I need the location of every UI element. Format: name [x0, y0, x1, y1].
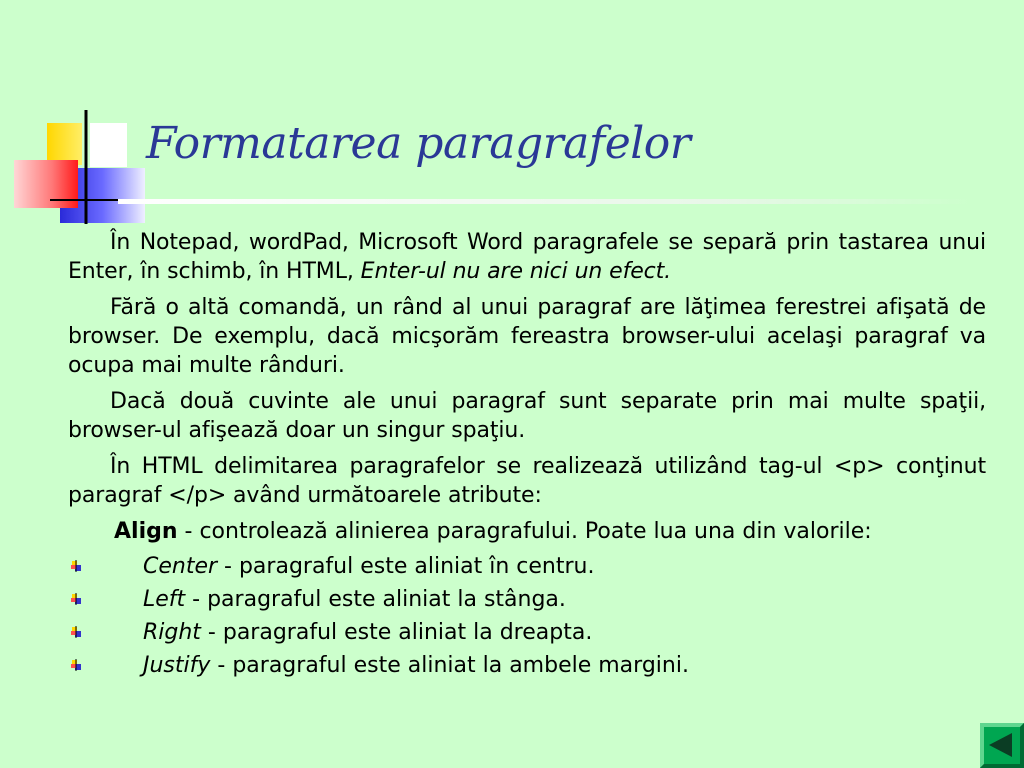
align-values-list	[68, 550, 986, 682]
title-divider	[118, 199, 972, 204]
list-item: Justify - paragraful este aliniat la ambele margini.	[68, 649, 986, 682]
slide-title: Formatarea paragrafelor	[146, 118, 691, 169]
paragraph: Fără o altă comandă, un rând al unui paragraf are lăţimea ferestrei afişată de browser. De exemplu, dacă micşorăm fereastra browser-ului acelaşi paragraf va ocupa mai multe rânduri.	[68, 295, 986, 378]
paragraph: Dacă două cuvinte ale unui paragraf sunt separate prin mai multe spaţii, browser-ul afişează doar un singur spaţiu.	[68, 389, 986, 443]
paragraph: În Notepad, wordPad, Microsoft Word paragrafele se separă prin tastarea unui Enter, în schimb, în HTML, Enter-ul nu are nici un efect.	[68, 230, 986, 284]
bullet-icon	[70, 560, 82, 572]
bullet-icon	[70, 659, 82, 671]
logo-yellow-square	[47, 123, 82, 165]
value-term: Left	[143, 587, 186, 612]
slide-body	[68, 228, 986, 682]
list-item: Center - paragraful este aliniat în centru.	[68, 550, 986, 583]
previous-slide-button[interactable]	[980, 723, 1024, 768]
attribute-term: Align	[114, 519, 178, 544]
list-item: Right - paragraful este aliniat la dreapta.	[68, 616, 986, 649]
logo-white-square	[90, 123, 127, 167]
emphasis-text: Enter-ul nu are nici un efect.	[360, 259, 672, 284]
value-term: Justify	[143, 653, 211, 678]
bullet-icon	[70, 593, 82, 605]
value-term: Center	[143, 554, 218, 579]
bullet-icon	[70, 626, 82, 638]
align-attribute-line: Align - controlează alinierea paragrafului. Poate lua una din valorile:	[114, 519, 872, 544]
list-item: Left - paragraful este aliniat la stânga.	[68, 583, 986, 616]
paragraph: În HTML delimitarea paragrafelor se realizează utilizând tag-ul <p> conţinut paragraf </p> având următoarele atribute:	[68, 454, 986, 508]
decorative-logo	[0, 0, 160, 240]
value-term: Right	[143, 620, 201, 645]
